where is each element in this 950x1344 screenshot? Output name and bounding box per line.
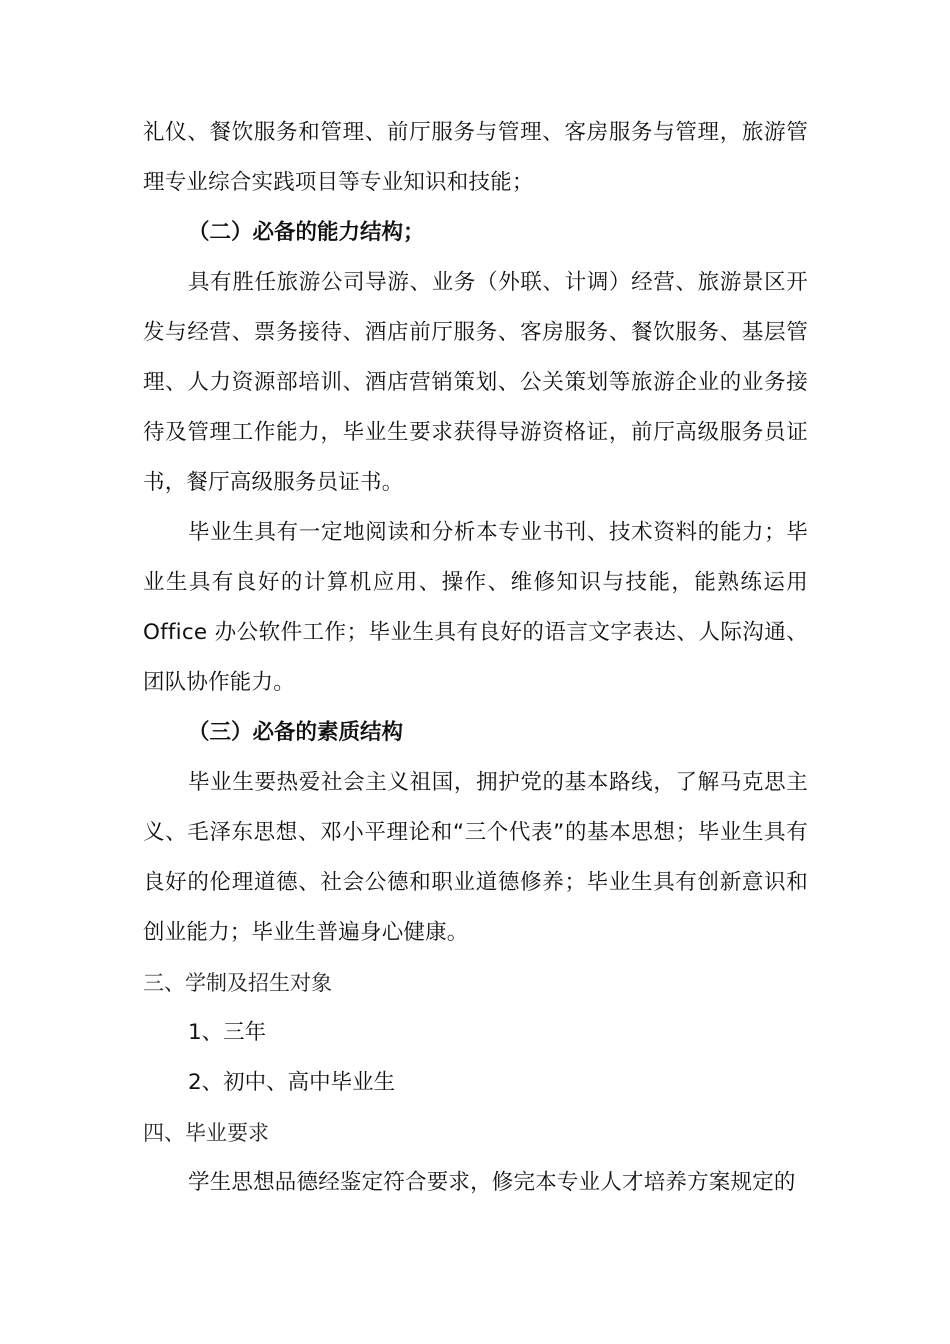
list-item-duration: 1、三年 — [188, 1020, 267, 1045]
list-item-enrollment: 2、初中、高中毕业生 — [188, 1070, 396, 1095]
paragraph-reading-computer: 毕业生具有一定地阅读和分析本专业书刊、技术资料的能力；毕业生具有良好的计算机应用、操作、维修知识与技能，能熟练运用Office 办公软件工作；毕业生具有良好的语言文字表达、人际沟通、团队协作能力。 — [143, 520, 808, 695]
paragraph-ability: 具有胜任旅游公司导游、业务（外联、计调）经营、旅游景区开发与经营、票务接待、酒店前厅服务、客房服务、餐饮服务、基层管理、人力资源部培训、酒店营销策划、公关策划等旅游企业的业务接待及管理工作能力，毕业生要求获得导游资格证，前厅高级服务员证书，餐厅高级服务员证书。 — [143, 270, 808, 495]
heading-quality-structure: （三）必备的素质结构 — [188, 720, 404, 745]
section-heading-graduation: 四、毕业要求 — [143, 1121, 269, 1145]
paragraph-graduation: 学生思想品德经鉴定符合要求，修完本专业人才培养方案规定的 — [188, 1170, 796, 1195]
document-body — [143, 108, 808, 1208]
section-heading-duration-enrollment: 三、学制及招生对象 — [143, 971, 332, 995]
heading-ability-structure: （二）必备的能力结构； — [188, 220, 425, 245]
paragraph-knowledge-continued: 礼仪、餐饮服务和管理、前厅服务与管理、客房服务与管理，旅游管理专业综合实践项目等专业知识和技能； — [143, 120, 808, 195]
paragraph-quality: 毕业生要热爱社会主义祖国，拥护党的基本路线，了解马克思主义、毛泽东思想、邓小平理论和“三个代表”的基本思想；毕业生具有良好的伦理道德、社会公德和职业道德修养；毕业生具有创新意识和创业能力；毕业生普遍身心健康。 — [143, 770, 808, 945]
